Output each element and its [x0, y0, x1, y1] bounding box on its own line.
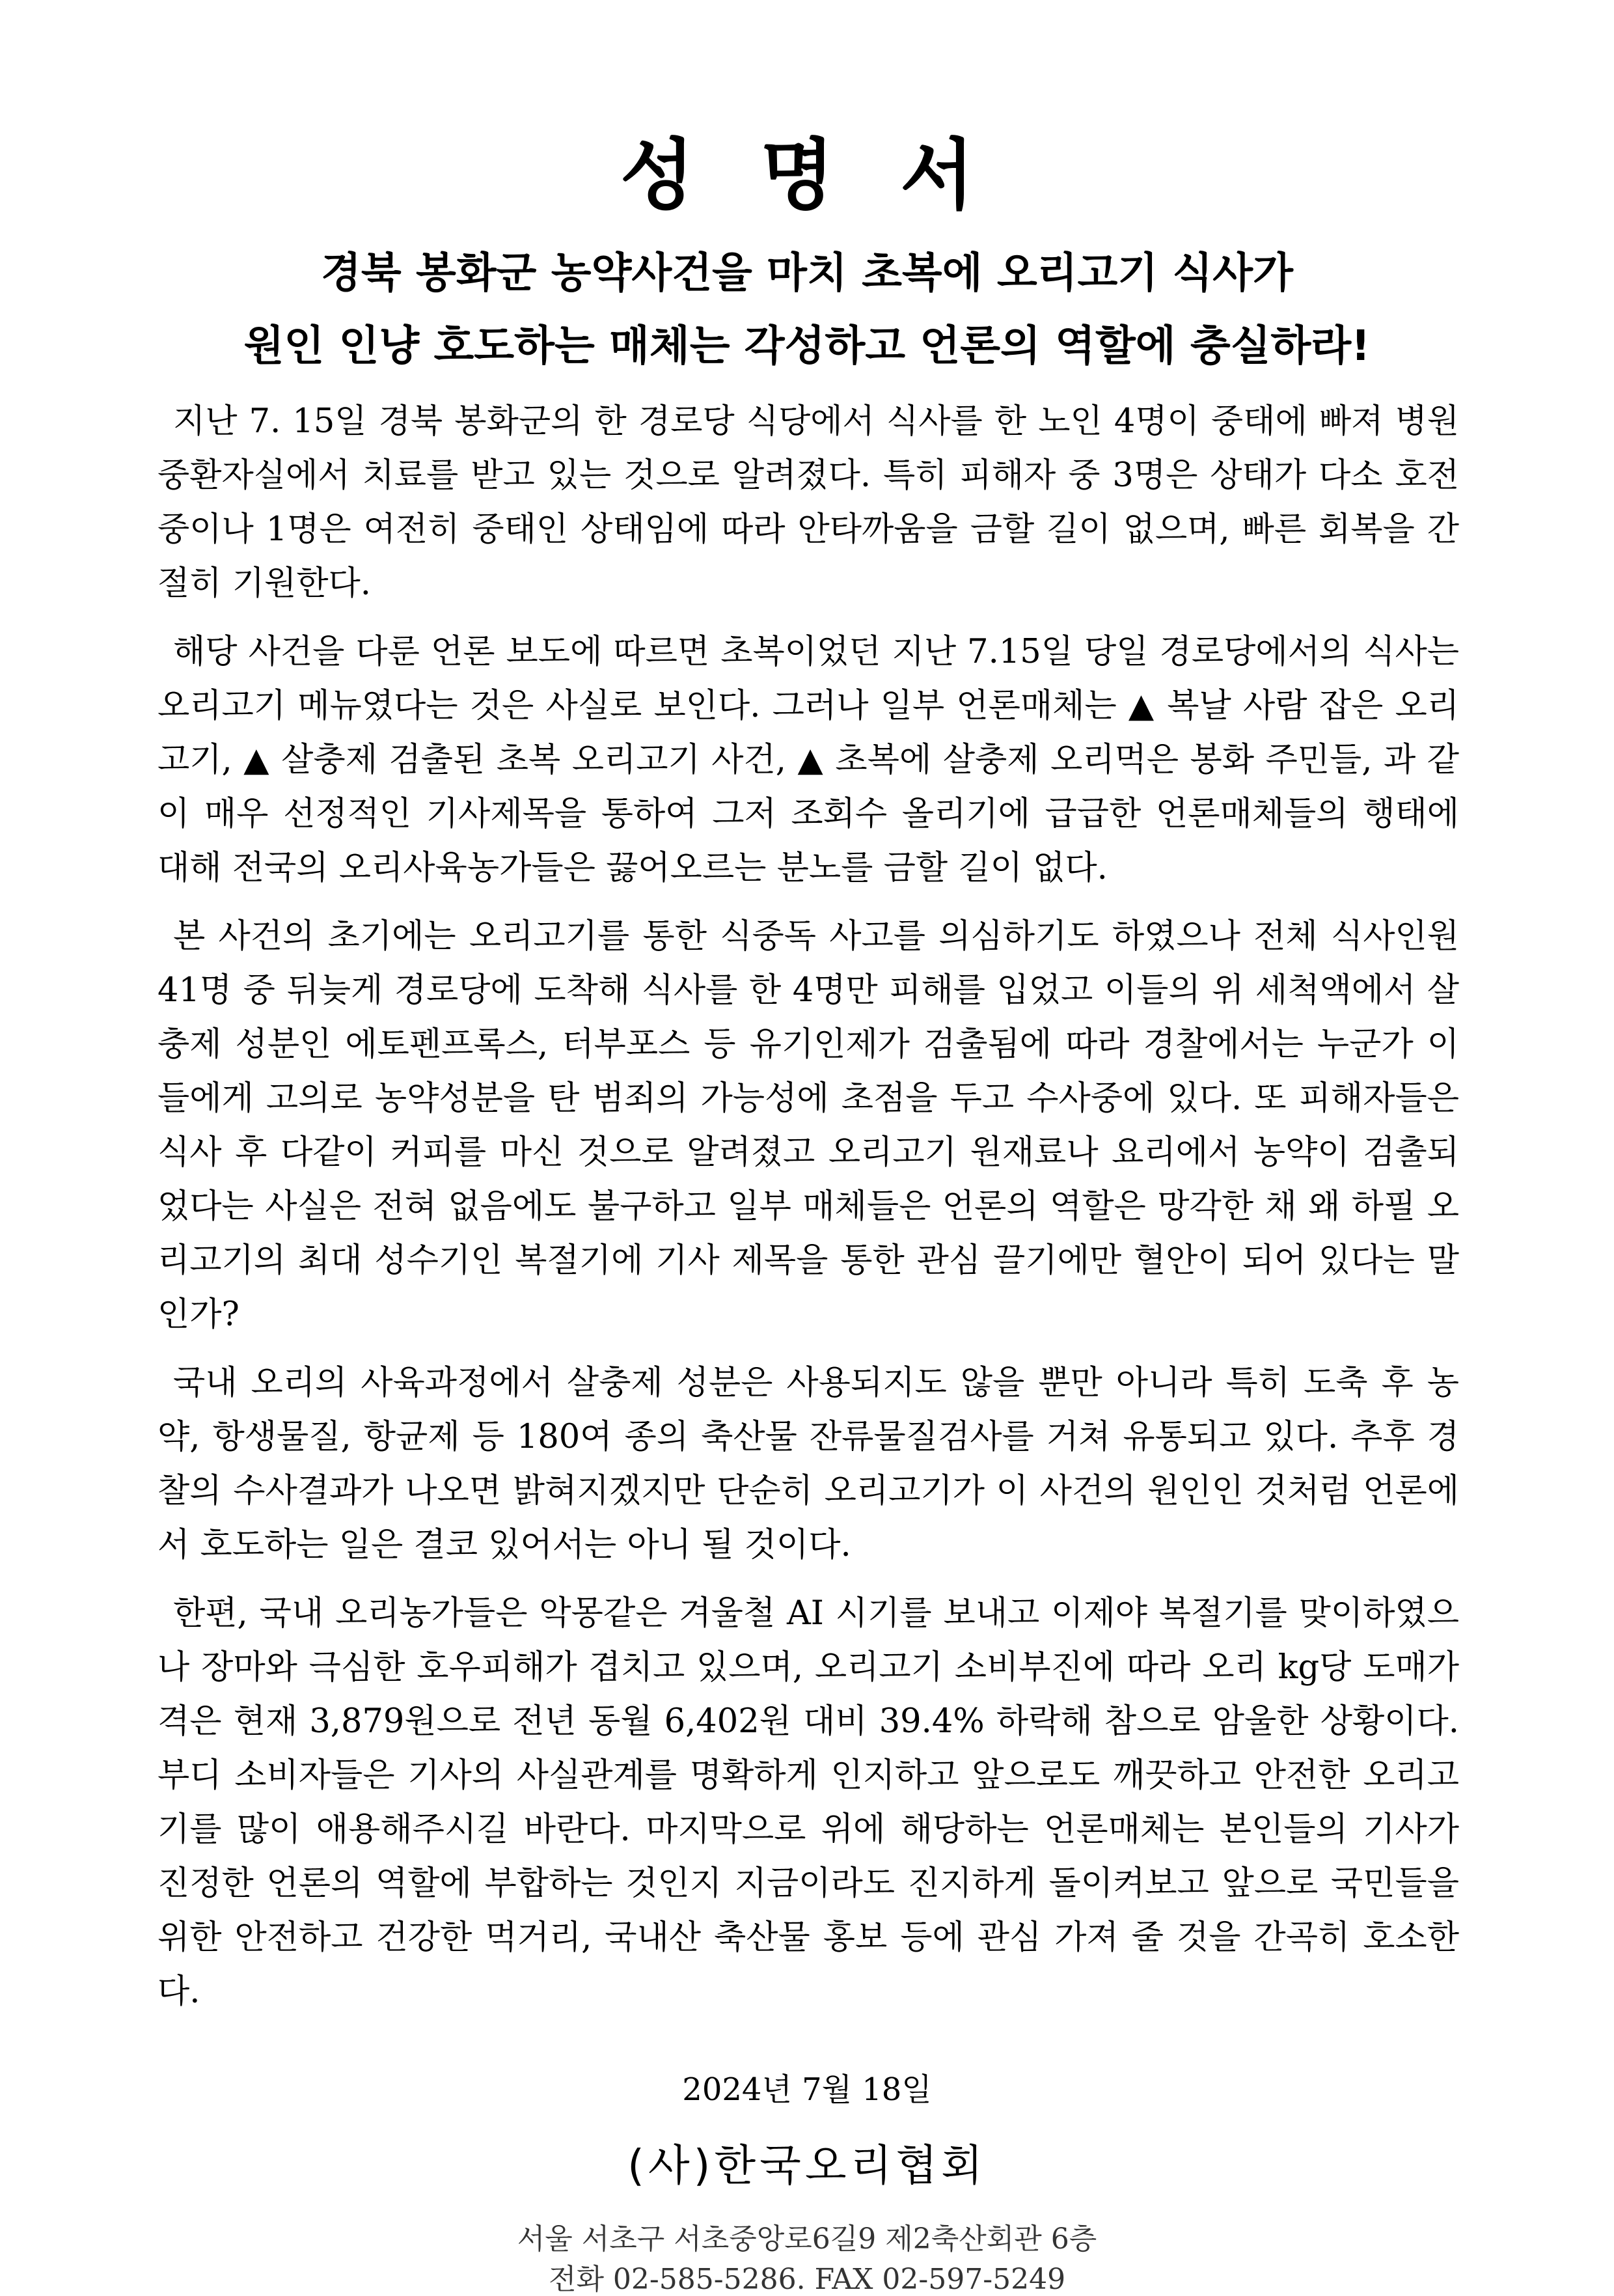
organization-name: (사)한국오리협회: [627, 2140, 987, 2191]
subtitle-line-1: 경북 봉화군 농약사건을 마치 초복에 오리고기 식사가: [321, 249, 1293, 297]
paragraph-3: 본 사건의 초기에는 오리고기를 통한 식중독 사고를 의심하기도 하였으나 전체 식사인원 41명 중 뒤늦게 경로당에 도착해 식사를 한 4명만 피해를 입었고 이들의 위 세척액에서 살충제 성분인 에토펜프록스, 터부포스 등 유기인제가 검출됨에 따라 경찰에서는 누군가 이들에게 고의로 농약성분을 탄 범죄의 가능성에 초점을 두고 수사중에 있다. 또 피해자들은 식사 후 다같이 커피를 마신 것으로 알려졌고 오리고기 원재료나 요리에서 농약이 검출되었다는 사실은 전혀 없음에도 불구하고 일부 매체들은 언론의 역할은 망각한 채 왜 하필 오리고기의 최대 성수기인 복절기에 기사 제목을 통한 관심 끌기에만 혈안이 되어 있다는 말인가?: [157, 917, 1459, 1334]
paragraph-1: 지난 7. 15일 경북 봉화군의 한 경로당 식당에서 식사를 한 노인 4명이 중태에 빠져 병원 중환자실에서 치료를 받고 있는 것으로 알려졌다. 특히 피해자 중 3명은 상태가 다소 호전중이나 1명은 여전히 중태인 상태임에 따라 안타까움을 금할 길이 없으며, 빠른 회복을 간절히 기원한다.: [157, 402, 1459, 603]
subtitle-line-2: 원인 인냥 호도하는 매체는 각성하고 언론의 역할에 충실하라!: [243, 322, 1371, 370]
paragraph-4: 국내 오리의 사육과정에서 살충제 성분은 사용되지도 않을 뿐만 아니라 특히 도축 후 농약, 항생물질, 항균제 등 180여 종의 축산물 잔류물질검사를 거쳐 유통되고 있다. 추후 경찰의 수사결과가 나오면 밝혀지겠지만 단순히 오리고기가 이 사건의 원인인 것처럼 언론에서 호도하는 일은 결코 있어서는 아니 될 것이다.: [157, 1364, 1459, 1564]
paragraph-2: 해당 사건을 다룬 언론 보도에 따르면 초복이었던 지난 7.15일 당일 경로당에서의 식사는 오리고기 메뉴였다는 것은 사실로 보인다. 그러나 일부 언론매체는 ▲ 복날 사람 잡은 오리고기, ▲ 살충제 검출된 초복 오리고기 사건, ▲ 초복에 살충제 오리먹은 봉화 주민들, 과 같이 매우 선정적인 기사제목을 통하여 그저 조회수 올리기에 급급한 언론매체들의 행태에 대해 전국의 오리사육농가들은 끓어오르는 분노를 금할 길이 없다.: [157, 633, 1459, 887]
organization-address: 서울 서초구 서초중앙로6길9 제2축산회관 6층: [517, 2222, 1097, 2256]
statement-date: 2024년 7월 18일: [682, 2071, 932, 2108]
organization-contact: 전화 02-585-5286. FAX 02-597-5249: [548, 2263, 1066, 2296]
paragraph-5: 한편, 국내 오리농가들은 악몽같은 겨울철 AI 시기를 보내고 이제야 복절기를 맞이하였으나 장마와 극심한 호우피해가 겹치고 있으며, 오리고기 소비부진에 따라 오리 kg당 도매가격은 현재 3,879원으로 전년 동월 6,402원 대비 39.4% 하락해 참으로 암울한 상황이다. 부디 소비자들은 기사의 사실관계를 명확하게 인지하고 앞으로도 깨끗하고 안전한 오리고기를 많이 애용해주시길 바란다. 마지막으로 위에 해당하는 언론매체는 본인들의 기사가 진정한 언론의 역할에 부합하는 것인지 지금이라도 진지하게 돌이켜보고 앞으로 국민들을 위한 안전하고 건강한 먹거리, 국내산 축산물 홍보 등에 관심 가져 줄 것을 간곡히 호소한다.: [157, 1594, 1459, 2011]
statement-body: [157, 394, 1459, 2033]
document-title: 성 명 서: [620, 130, 994, 220]
